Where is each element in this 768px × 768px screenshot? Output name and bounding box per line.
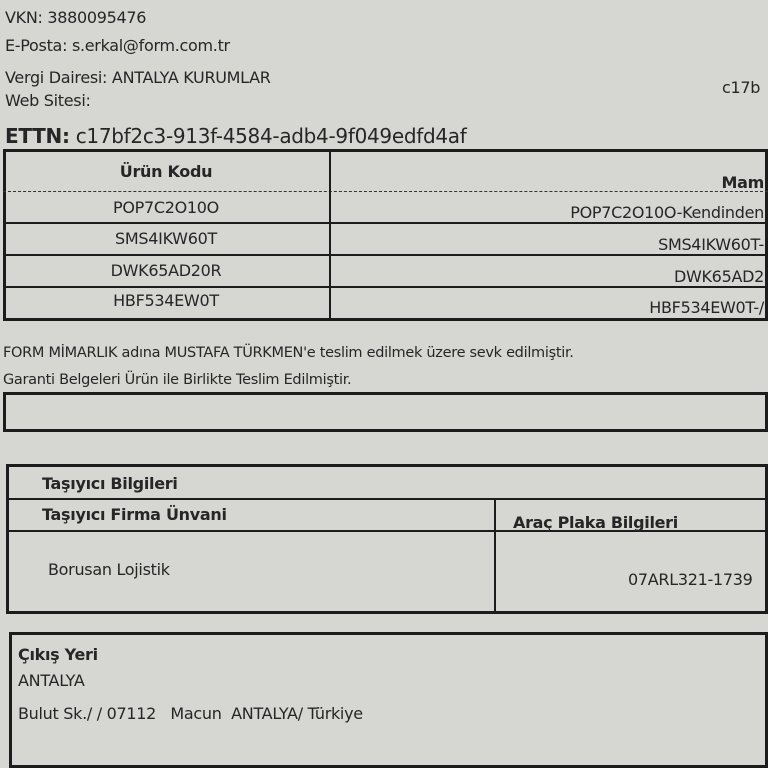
website-text: Web Sitesi:	[5, 91, 91, 110]
origin-city: ANTALYA	[18, 671, 85, 690]
delivery-note: FORM MİMARLIK adına MUSTAFA TÜRKMEN'e teslim edilmek üzere sevk edilmiştir.	[3, 345, 574, 361]
product-name: SMS4IKW60T-	[658, 235, 764, 254]
email-text: E-Posta: s.erkal@form.com.tr	[5, 36, 230, 55]
vkn-text: VKN: 3880095476	[5, 8, 147, 27]
ettn-row	[5, 124, 467, 148]
plate-label: Araç Plaka Bilgileri	[513, 513, 678, 532]
warranty-note: Garanti Belgeleri Ürün ile Birlikte Teslim Edilmiştir.	[3, 372, 352, 388]
ettn-value: c17bf2c3-913f-4584-adb4-9f049edfd4af	[75, 124, 467, 148]
product-code: DWK65AD20R	[110, 261, 222, 280]
tax-office-text: Vergi Dairesi: ANTALYA KURUMLAR	[5, 68, 271, 87]
carrier-title: Taşıyıcı Bilgileri	[42, 474, 178, 493]
carrier-company: Borusan Lojistik	[48, 560, 170, 579]
divider	[3, 222, 768, 224]
divider	[3, 254, 768, 256]
divider	[6, 498, 768, 500]
product-code: SMS4IKW60T	[115, 229, 217, 248]
product-name: HBF534EW0T-/	[649, 298, 764, 317]
origin-box	[9, 632, 768, 768]
divider	[494, 500, 496, 614]
empty-box	[3, 392, 768, 432]
carrier-plate: 07ARL321-1739	[628, 570, 753, 589]
column-header-code: Ürün Kodu	[119, 162, 213, 181]
divider	[3, 191, 768, 192]
origin-title: Çıkış Yeri	[18, 645, 98, 664]
column-header-name: Mam	[721, 173, 764, 192]
divider	[3, 286, 768, 288]
product-code: HBF534EW0T	[113, 291, 219, 310]
product-name: DWK65AD2	[673, 267, 764, 286]
divider	[329, 149, 331, 321]
company-label: Taşıyıcı Firma Ünvani	[42, 505, 227, 524]
product-name: POP7C2O10O-Kendinden	[570, 203, 764, 222]
origin-address: Bulut Sk./ / 07112 Macun ANTALYA/ Türkiye	[18, 704, 363, 723]
product-code: POP7C2O10O	[113, 198, 219, 217]
ettn-label: ETTN:	[5, 124, 70, 148]
side-code-text: c17b	[722, 78, 761, 97]
